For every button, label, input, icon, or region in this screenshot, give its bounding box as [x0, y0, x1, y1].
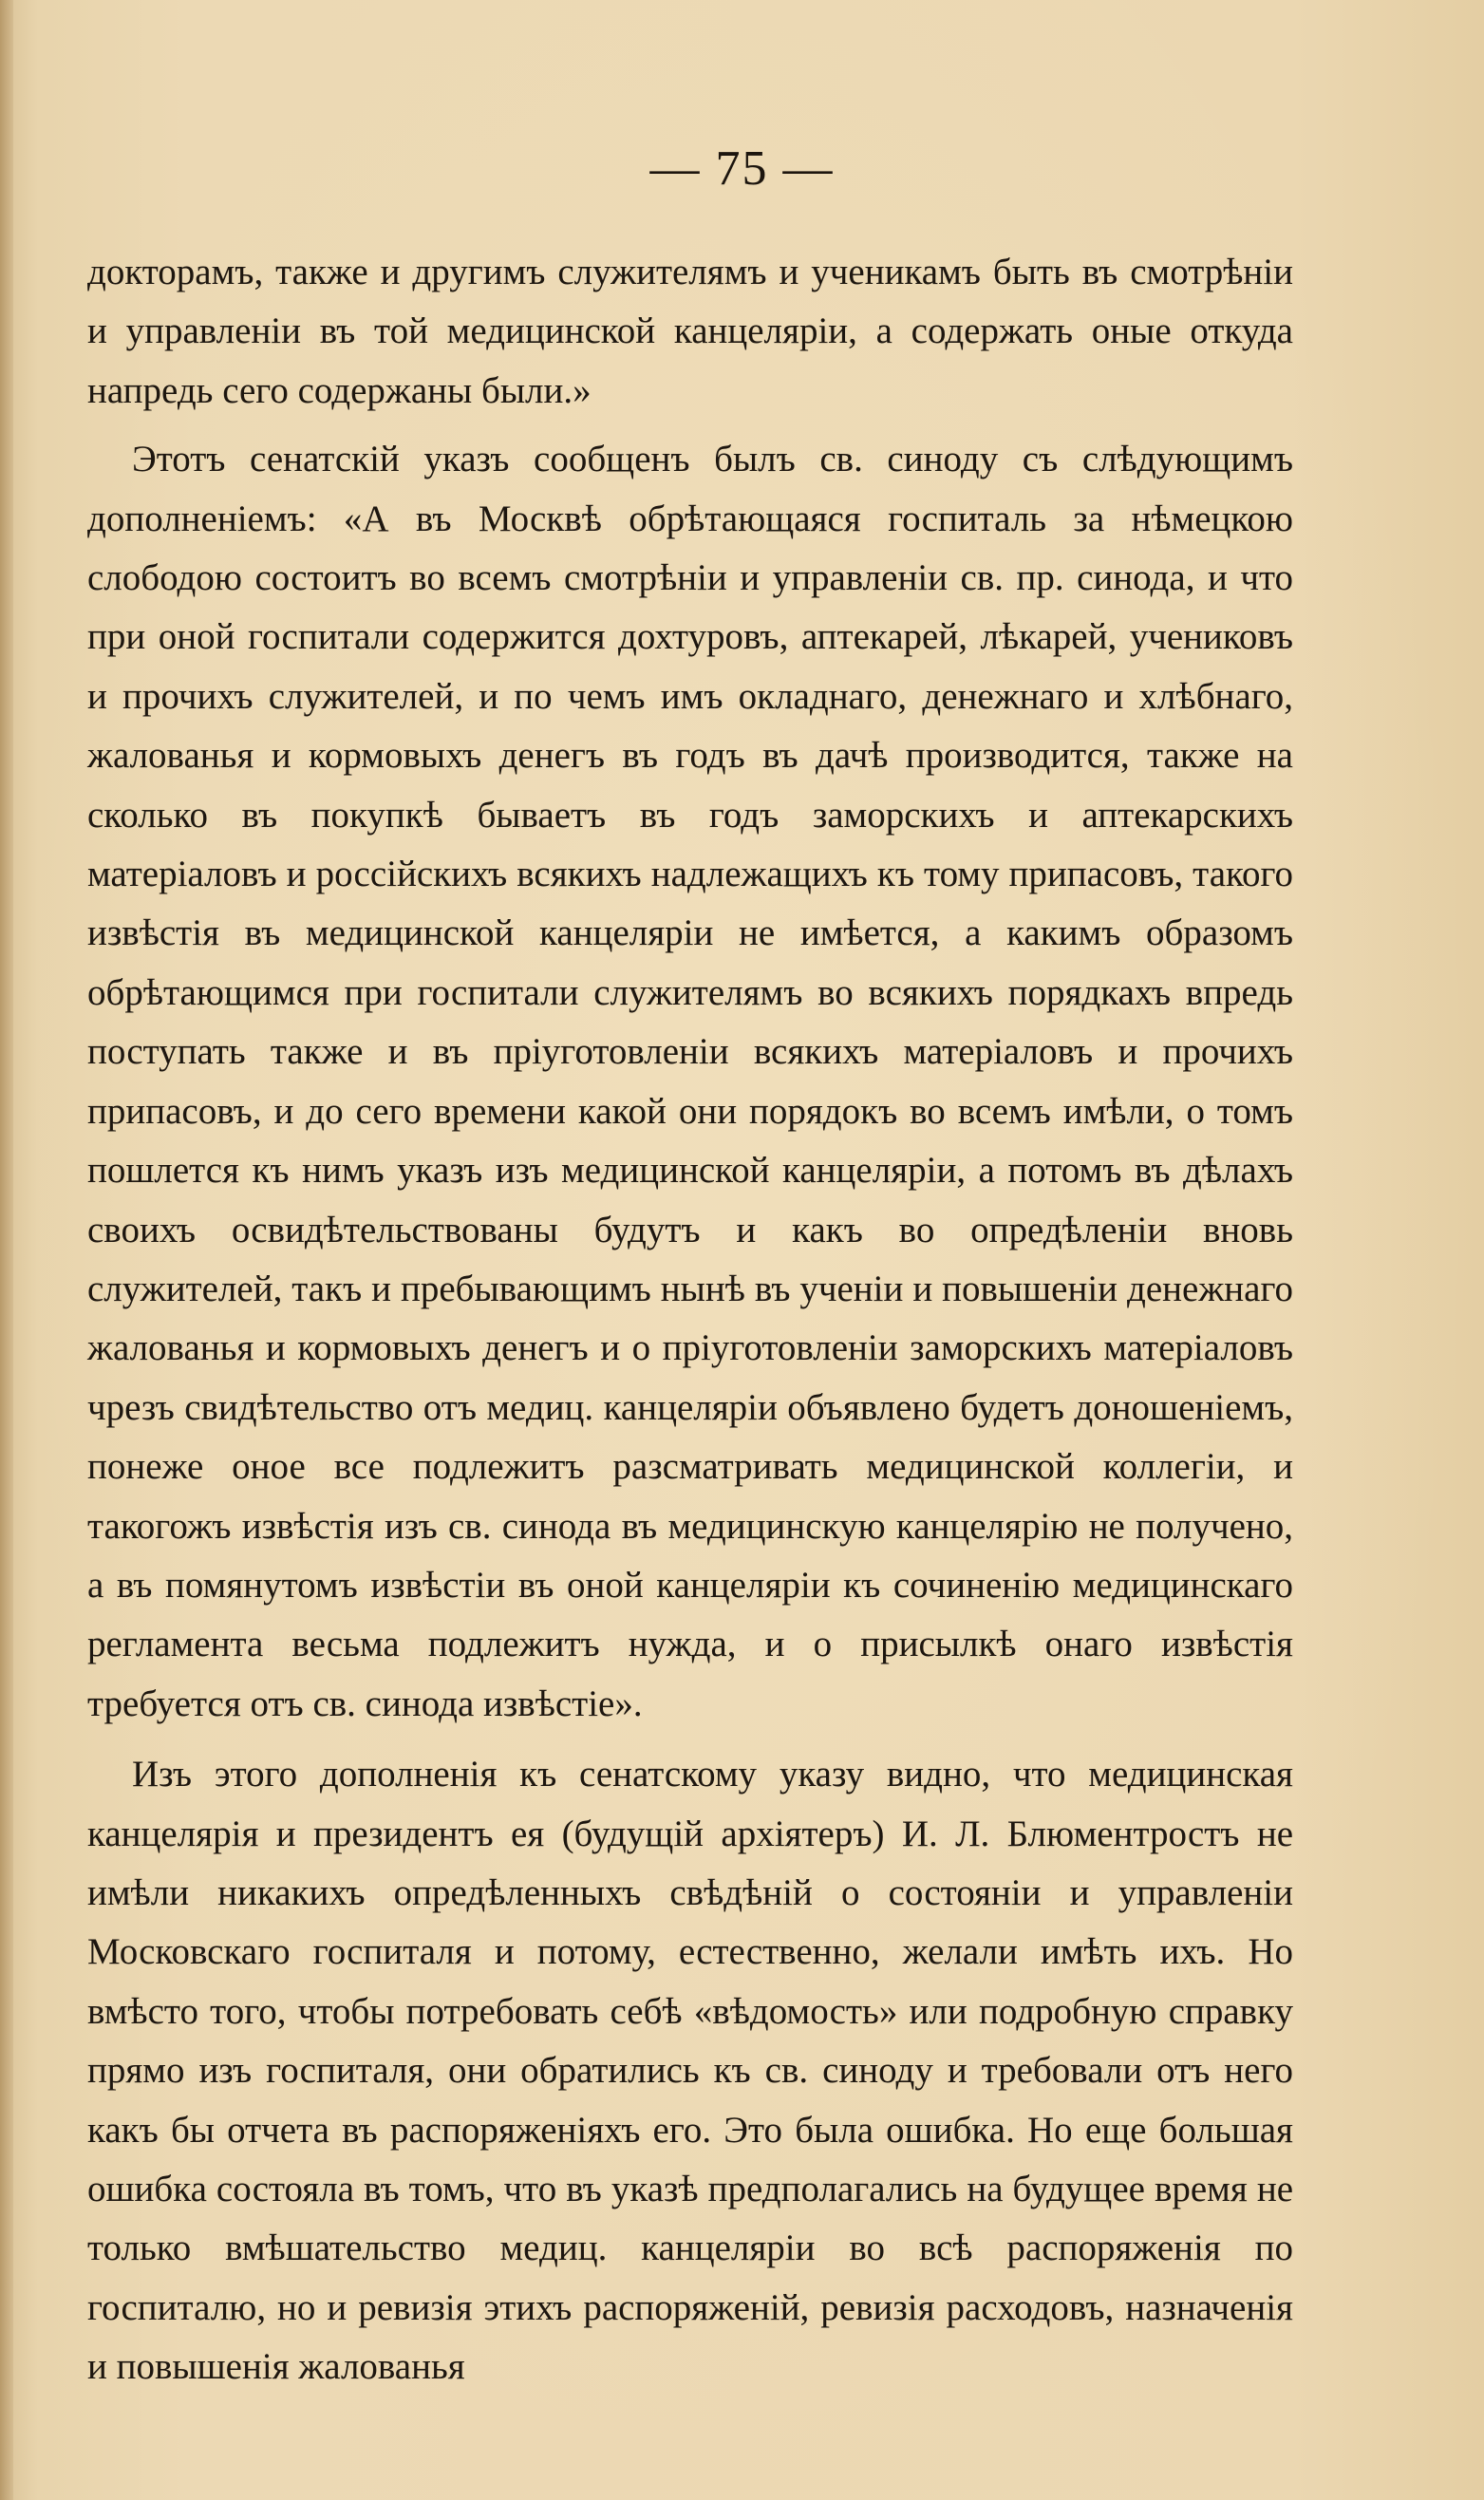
- body-text: [87, 243, 1293, 2397]
- paragraph-commentary: Изъ этого дополненія къ сенатскому указу видно, что медицинская канцелярія и президентъ ея (будущій архіятеръ) И. Л. Блюментростъ не имѣли никакихъ опредѣленныхъ свѣдѣній о состояніи и управленіи Московскаго госпиталя и потому, естественно, желали имѣть ихъ. Но вмѣсто того, чтобы потребовать себѣ «вѣдомость» или подробную справку прямо изъ госпиталя, они обратились къ св. синоду и требовали отъ него какъ бы отчета въ распоряженіяхъ его. Это была ошибка. Но еще большая ошибка состояла въ томъ, что въ указѣ предполагались на будущее время не только вмѣшательство медиц. канцеляріи во всѣ распоряженія по госпиталю, но и ревизія этихъ распоряженій, ревизія расходовъ, назначенія и повышенія жалованья: [87, 1754, 1293, 2388]
- page-number: — 75 —: [649, 141, 835, 196]
- paragraph-senate-decree: Этотъ сенатскій указъ сообщенъ былъ св. синоду съ слѣдующимъ дополненіемъ: «А въ Москвѣ обрѣтающаяся госпиталь за нѣмецкою слободою состоитъ во всемъ смотрѣніи и управленіи св. пр. синода, и что при оной госпитали содержится дохтуровъ, аптекарей, лѣкарей, учениковъ и прочихъ служителей, и по чемъ имъ окладнаго, денежнаго и хлѣбнаго, жалованья и кормовыхъ денегъ въ годъ въ дачѣ производится, также на сколько въ покупкѣ бываетъ въ годъ заморскихъ и аптекарскихъ матеріаловъ и россійскихъ всякихъ надлежащихъ къ тому припасовъ, такого извѣстія въ медицинской канцеляріи не имѣется, а какимъ образомъ обрѣтающимся при госпитали служителямъ во всякихъ порядкахъ впредь поступать также и въ пріуготовленіи всякихъ матеріаловъ и прочихъ припасовъ, и до сего времени какой они порядокъ во всемъ имѣли, о томъ пошлется къ нимъ указъ изъ медицинской канцеляріи, а потомъ въ дѣлахъ своихъ освидѣтельствованы будутъ и какъ во опредѣленіи вновь служителей, такъ и пребывающимъ нынѣ въ ученіи и повышеніи денежнаго жалованья и кормовыхъ денегъ и о пріуготовленіи заморскихъ матеріаловъ чрезъ свидѣтельство отъ медиц. канцеляріи объявлено будетъ доношеніемъ, понеже оное все подлежитъ разсматривать медицинской коллегіи, и такогожъ извѣстія изъ св. синода въ медицинскую канцелярію не получено, а въ помянутомъ извѣстіи въ оной канцеляріи къ сочиненію медицинскаго регламента весьма подлежитъ нужда, и о присылкѣ онаго извѣстія требуется отъ св. синода извѣстіе».: [87, 439, 1293, 1724]
- page-binding-edge: [0, 0, 13, 2500]
- paragraph-continued: докторамъ, также и другимъ служителямъ и ученикамъ быть въ смотрѣніи и управленіи въ той медицинской канцеляріи, а содержать оные откуда напредь сего содержаны были.»: [87, 252, 1293, 411]
